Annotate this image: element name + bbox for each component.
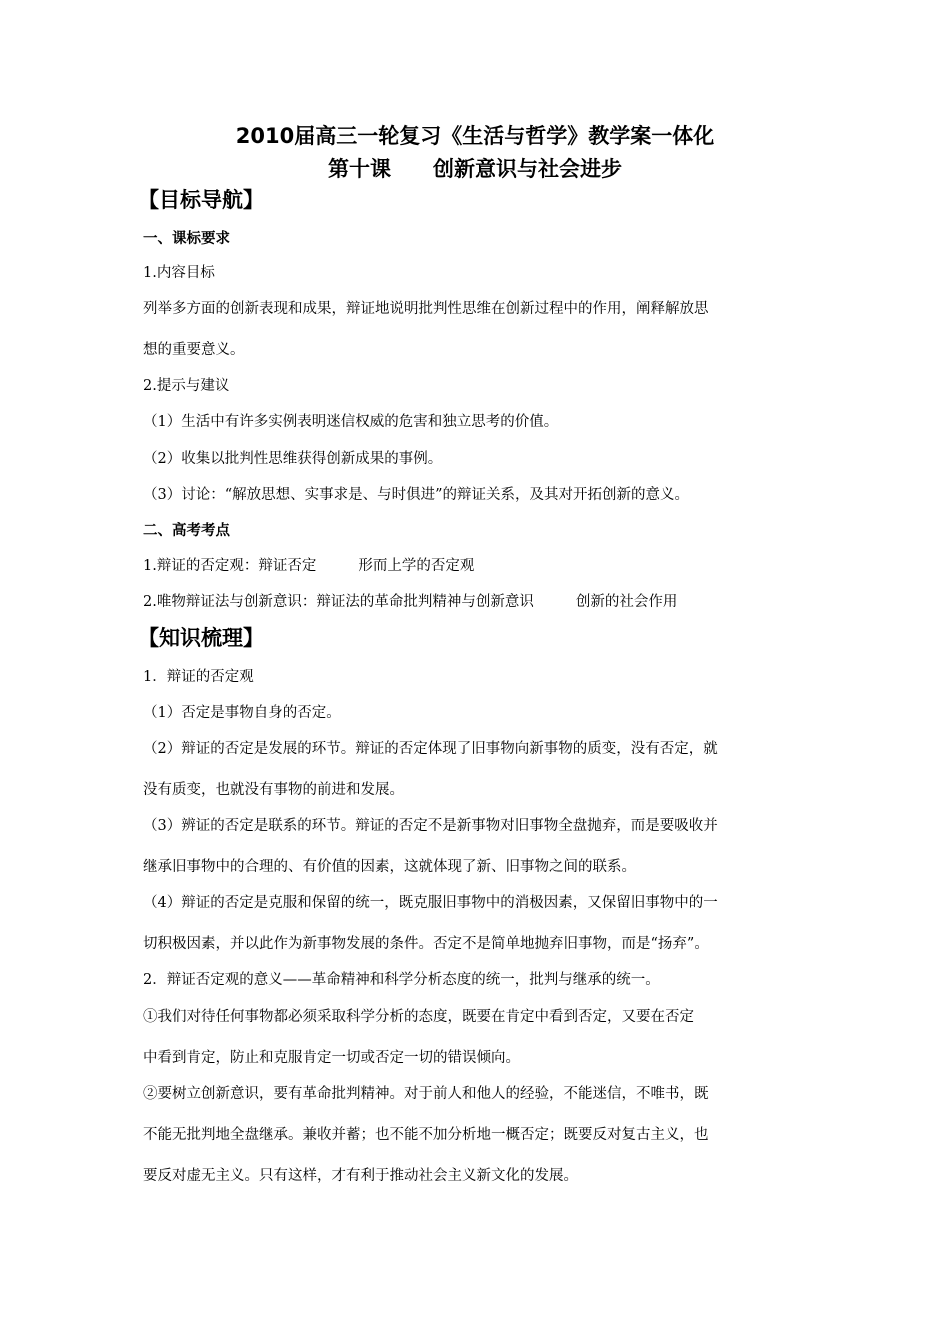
curriculum-heading: 一、课标要求 — [143, 231, 230, 247]
exam-point — [143, 556, 474, 576]
content-goal-text: 列举多方面的创新表现和成果，辩证地说明批判性思维在创新过程中的作用，阐释解放思 — [143, 301, 709, 317]
content-goal-text: 想的重要意义。 — [143, 342, 245, 358]
knowledge-line: ①我们对待任何事物都必须采取科学分析的态度，既要在肯定中看到否定，又要在否定 — [143, 1009, 694, 1025]
knowledge-line: ②要树立创新意识，要有革命批判精神。对于前人和他人的经验，不能迷信，不唯书，既 — [143, 1086, 709, 1102]
exam-point-detail: 形而上学的否定观 — [358, 558, 475, 574]
knowledge-line: 中看到肯定，防止和克服肯定一切或否定一切的错误倾向。 — [143, 1050, 520, 1066]
exam-point-detail: 创新的社会作用 — [575, 594, 678, 610]
exam-point-topic: 1.辩证的否定观：辩证否定 — [143, 558, 317, 574]
tip-item: （1）生活中有许多实例表明迷信权威的危害和独立思考的价值。 — [143, 414, 559, 430]
lesson-number: 第十课 — [328, 157, 391, 181]
content-goal-label: 1.内容目标 — [143, 265, 215, 281]
tips-label: 2.提示与建议 — [143, 378, 230, 394]
knowledge-line: （2）辩证的否定是发展的环节。辩证的否定体现了旧事物向新事物的质变，没有否定，就 — [143, 741, 718, 757]
knowledge-line: 要反对虚无主义。只有这样，才有利于推动社会主义新文化的发展。 — [143, 1168, 578, 1184]
goals-heading: 【目标导航】 — [138, 188, 264, 212]
knowledge-line: 2．辩证否定观的意义——革命精神和科学分析态度的统一，批判与继承的统一。 — [143, 972, 660, 988]
lesson-title — [0, 156, 950, 182]
knowledge-line: 1．辩证的否定观 — [143, 669, 254, 685]
knowledge-line: 切积极因素，并以此作为新事物发展的条件。否定不是简单地抛弃旧事物，而是“扬弃”。 — [143, 936, 709, 952]
lesson-name: 创新意识与社会进步 — [433, 157, 622, 181]
knowledge-line: 继承旧事物中的合理的、有价值的因素，这就体现了新、旧事物之间的联系。 — [143, 859, 636, 875]
knowledge-line: （3）辨证的否定是联系的环节。辩证的否定不是新事物对旧事物全盘抛弃，而是要吸收并 — [143, 818, 718, 834]
tip-item: （3）讨论：“解放思想、实事求是、与时俱进”的辩证关系，及其对开拓创新的意义。 — [143, 487, 690, 503]
tip-item: （2）收集以批判性思维获得创新成果的事例。 — [143, 451, 443, 467]
knowledge-line: （1）否定是事物自身的否定。 — [143, 705, 341, 721]
knowledge-heading: 【知识梳理】 — [138, 626, 264, 650]
exam-points-heading: 二、高考考点 — [143, 523, 230, 539]
knowledge-line: （4）辩证的否定是克服和保留的统一，既克服旧事物中的消极因素，又保留旧事物中的一 — [143, 895, 718, 911]
exam-point-topic: 2.唯物辩证法与创新意识：辩证法的革命批判精神与创新意识 — [143, 594, 534, 610]
exam-point — [143, 592, 677, 612]
document-title: 2010届高三一轮复习《生活与哲学》教学案一体化 — [235, 124, 715, 148]
knowledge-line: 没有质变，也就没有事物的前进和发展。 — [143, 782, 404, 798]
knowledge-line: 不能无批判地全盘继承。兼收并蓄；也不能不加分析地一概否定；既要反对复古主义，也 — [143, 1127, 709, 1143]
